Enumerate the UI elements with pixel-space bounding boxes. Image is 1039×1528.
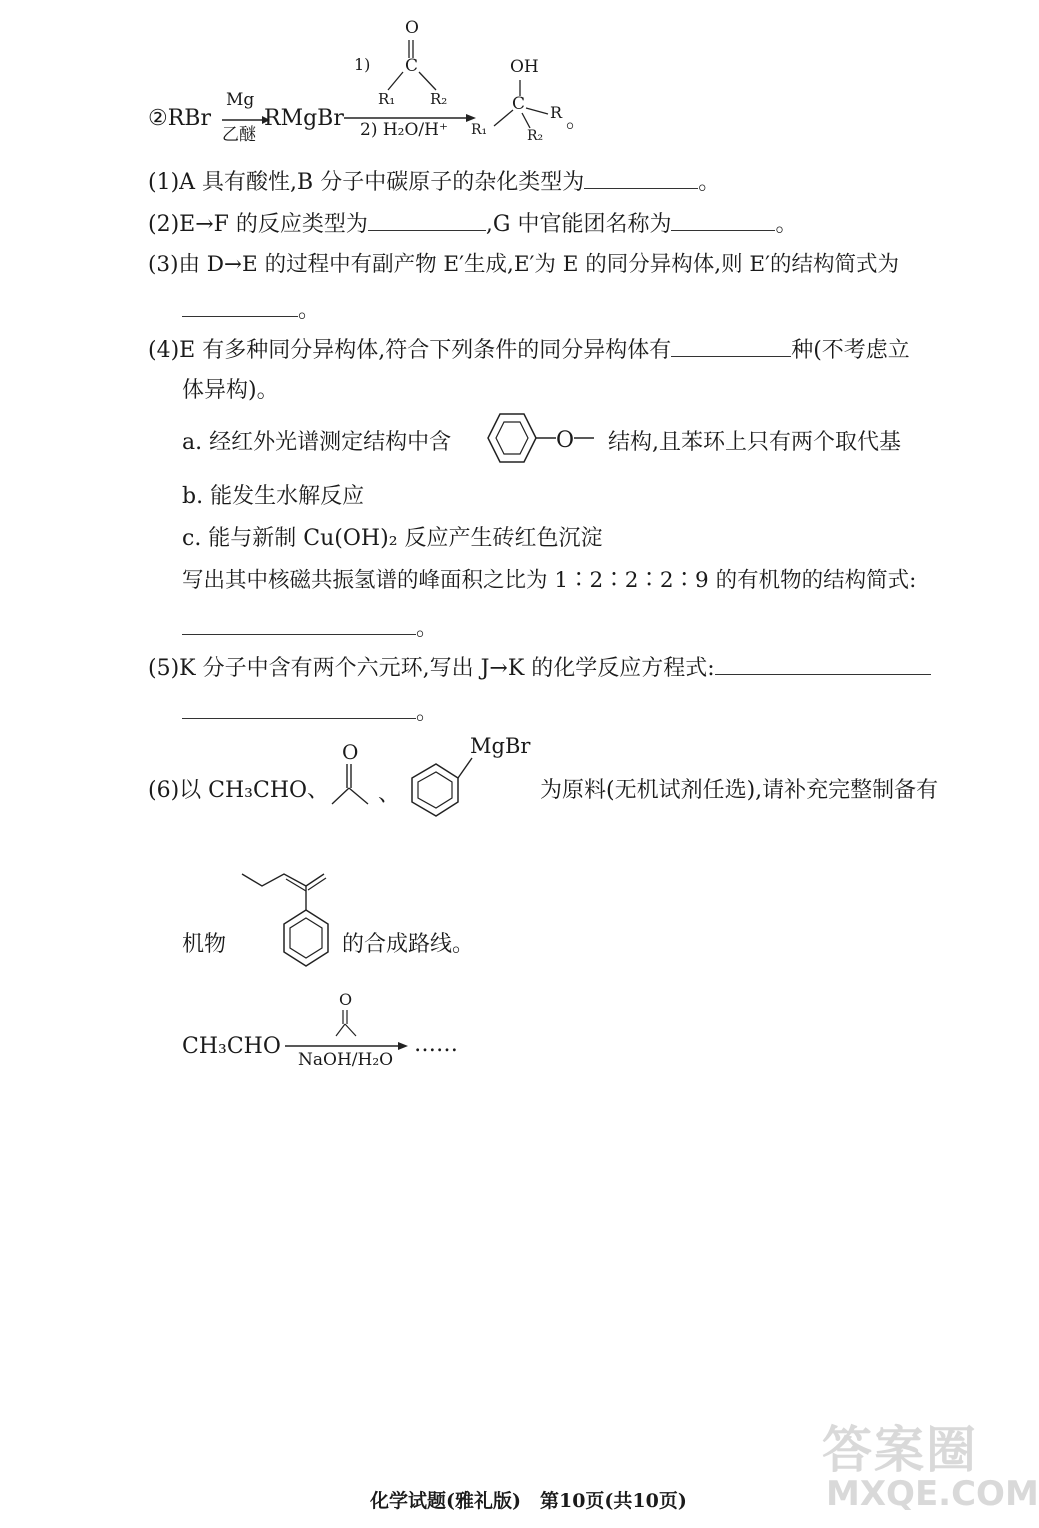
- answer-blank-5b[interactable]: [182, 696, 416, 719]
- question-4-line2: 体异构)。: [182, 378, 279, 403]
- question-6-line2-a: 机物: [182, 932, 227, 957]
- reaction-prefix: ②RBr: [148, 106, 211, 131]
- product-r1: R₁: [471, 122, 488, 138]
- answer-blank-4a[interactable]: [671, 334, 791, 357]
- rmgbr: RMgBr: [264, 106, 344, 131]
- route-dots: ……: [414, 1032, 458, 1057]
- phenylmagnesium-bromide: [398, 756, 478, 826]
- question-6-line2-b: 的合成路线。: [342, 932, 475, 957]
- question-2: (2)E→F 的反应类型为 ,G 中官能团名称为 。: [148, 208, 798, 240]
- answer-blank-3[interactable]: [182, 294, 298, 317]
- separator: 、: [378, 782, 401, 807]
- question-4-answer: 。: [182, 612, 438, 644]
- product-oh: OH: [510, 57, 539, 77]
- ketone-oxygen: O: [405, 18, 419, 38]
- ketone-carbon: C: [405, 56, 419, 76]
- question-3: (3)由 D→E 的过程中有副产物 E′生成,E′为 E 的同分异构体,则 E′的结构简式为: [148, 252, 900, 277]
- condition-a-prefix: a. 经红外光谱测定结构中含: [182, 430, 452, 455]
- answer-blank-2a[interactable]: [368, 208, 486, 231]
- question-6-text-b: 为原料(无机试剂任选),请补充完整制备有: [540, 778, 939, 803]
- nmr-requirement: 写出其中核磁共振氢谱的峰面积之比为 1∶2∶2∶2∶9 的有机物的结构简式:: [182, 568, 917, 593]
- question-5: [148, 652, 931, 684]
- question-5-answer: 。: [182, 696, 438, 728]
- page-footer: 化学试题(雅礼版) 第10页(共10页): [370, 1490, 687, 1512]
- product-r2: R₂: [527, 128, 544, 144]
- watermark-url: MXQE.COM: [826, 1474, 1039, 1514]
- answer-blank-1[interactable]: [584, 166, 698, 189]
- watermark-logo: 答案圈: [822, 1421, 978, 1479]
- question-3-answer: 。: [182, 294, 320, 326]
- question-5-text: (5)K 分子中含有两个六元环,写出 J→K 的化学反应方程式:: [148, 656, 715, 681]
- route-oxygen: O: [339, 990, 353, 1009]
- mgbr-label: MgBr: [470, 734, 531, 758]
- target-molecule: [236, 866, 340, 976]
- step2-label: 2) H₂O/H⁺: [360, 120, 448, 140]
- ketone-r1: R₁: [378, 90, 396, 108]
- ether-solvent: 乙醚: [222, 125, 256, 145]
- route-start: CH₃CHO: [182, 1034, 281, 1059]
- condition-a-suffix: 结构,且苯环上只有两个取代基: [608, 430, 901, 455]
- question-4: [148, 334, 910, 366]
- step1-label: 1): [354, 55, 371, 74]
- ketone-r2: R₂: [430, 90, 448, 108]
- question-4-text-a: (4)E 有多种同分异构体,符合下列条件的同分异构体有: [148, 338, 672, 363]
- benzene-o-label: O: [556, 428, 575, 453]
- question-4-text-b: 种(不考虑立: [791, 338, 910, 363]
- question-1-text: (1)A 具有酸性,B 分子中碳原子的杂化类型为: [148, 170, 585, 195]
- acetone-oxygen: O: [342, 740, 359, 764]
- question-6-text-a: (6)以 CH₃CHO、: [148, 778, 330, 803]
- route-conditions: NaOH/H₂O: [298, 1050, 394, 1070]
- product-carbon: C: [512, 94, 526, 114]
- answer-blank-4b[interactable]: [182, 612, 416, 635]
- question-2-text-b: ,G 中官能团名称为: [485, 212, 672, 237]
- condition-b: b. 能发生水解反应: [182, 484, 365, 509]
- mg-reagent: Mg: [226, 90, 255, 110]
- reaction-end: 。: [566, 108, 589, 133]
- question-1: (1)A 具有酸性,B 分子中碳原子的杂化类型为 。: [148, 166, 720, 198]
- question-2-text-a: (2)E→F 的反应类型为: [148, 212, 368, 237]
- condition-c: c. 能与新制 Cu(OH)₂ 反应产生砖红色沉淀: [182, 526, 603, 551]
- answer-blank-5a[interactable]: [715, 652, 931, 675]
- product-r: R: [550, 103, 563, 122]
- answer-blank-2b[interactable]: [671, 208, 775, 231]
